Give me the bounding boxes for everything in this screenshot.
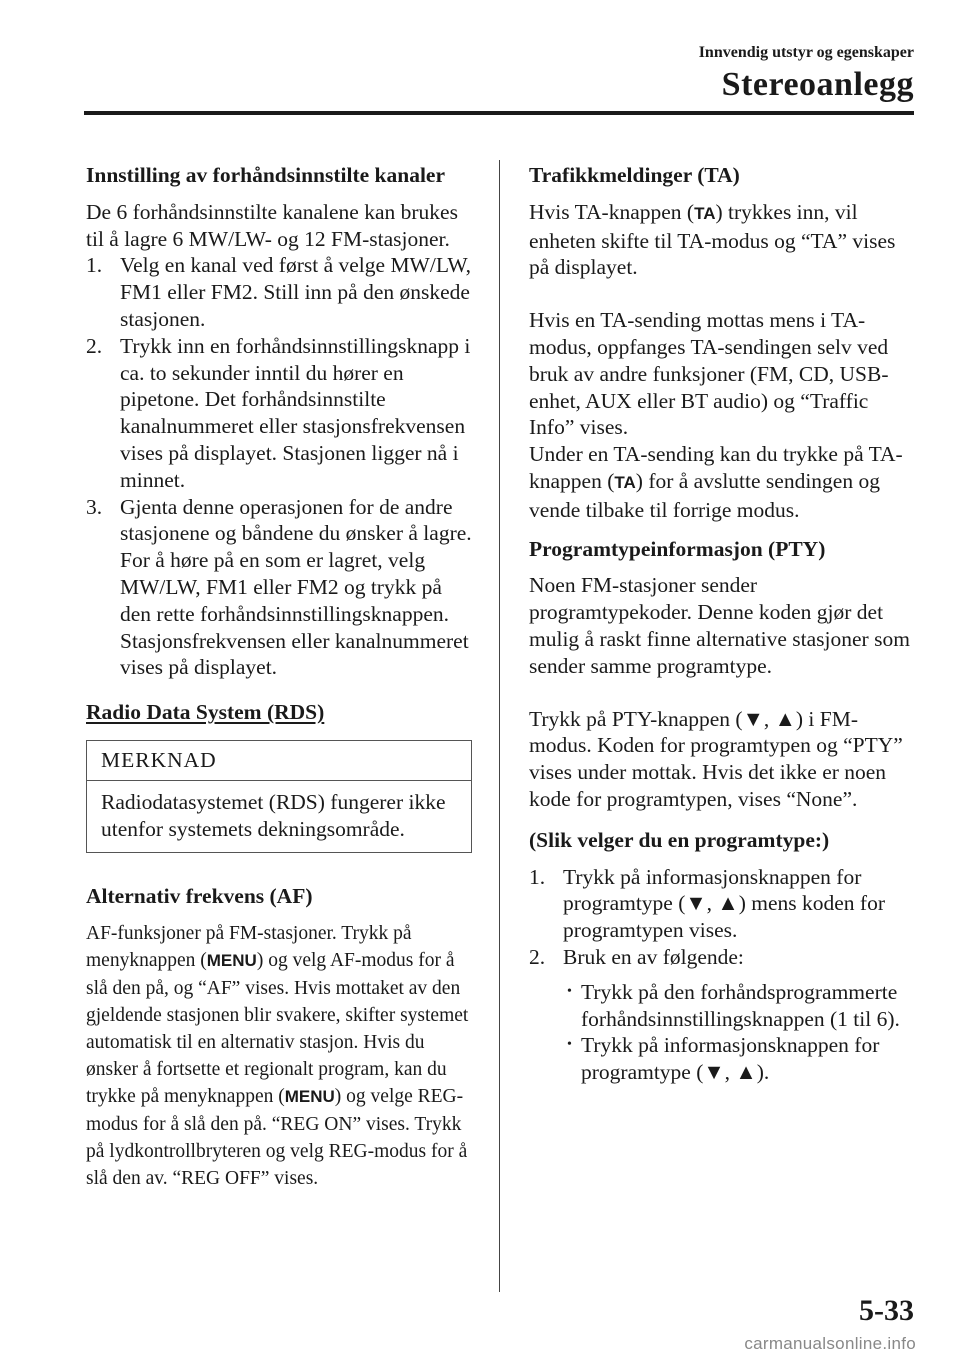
- ta-paragraph-1: [529, 199, 917, 281]
- ta-paragraph-3: [529, 441, 917, 523]
- list-item: [86, 333, 472, 494]
- pty-paragraph-1: Noen FM-stasjoner sender programtypekoder. Denne koden gjør det mulig å raskt finne alternative stasjoner som sender samme programtype.: [529, 573, 910, 678]
- heading-preset-channels: Innstilling av forhåndsinnstilte kanaler: [86, 163, 446, 187]
- ta-text-1a: Hvis TA-knappen (: [529, 199, 695, 224]
- header-rule: [84, 111, 914, 115]
- ta-text-3a: Under en TA-sending kan du trykke på TA-knappen (: [529, 442, 903, 493]
- bullet-text: Trykk på den forhåndsprogrammerte forhåndsinnstillingsknappen (1 til 6).: [581, 979, 900, 1031]
- page-title: Stereoanlegg: [721, 66, 914, 103]
- step-text: Trykk inn en forhåndsinnstillingsknapp i ca. to sekunder inntil du hører en pipetone. Det forhåndsinnstilte kanalnummeret eller stasjonsfrekvensen vises på displayet. Stasjonen ligger nå i minnet.: [120, 333, 471, 492]
- bullet-icon: •: [567, 1037, 572, 1053]
- column-divider: [499, 160, 500, 1292]
- preset-steps: [86, 252, 472, 681]
- intro-paragraph: De 6 forhåndsinnstilte kanalene kan brukes til å lagre 6 MW/LW- og 12 FM-stasjoner.: [86, 199, 458, 251]
- ta-button-label: TA: [694, 203, 716, 223]
- menu-button-label: MENU: [206, 951, 257, 971]
- pty-bullets: [529, 979, 917, 1086]
- step-number: 2.: [86, 333, 103, 358]
- af-text-3: ) og velge REG-modus for å slå den på. “REG ON” vises. Trykk på lydkontrollbryteren og velg REG-modus for å slå den av. “REG OFF” vises.: [86, 1086, 468, 1189]
- step-number: 1.: [529, 864, 546, 889]
- bullet-icon: •: [567, 983, 572, 999]
- af-text-1: AF-funksjoner på FM-stasjoner. Trykk på menyknappen (: [86, 923, 412, 972]
- list-item: [86, 494, 472, 682]
- step-text: Trykk på informasjonsknappen for programtype (▼, ▲) mens koden for programtypen vises.: [563, 864, 885, 943]
- af-text-2: ) og velg AF-modus for å slå den på, og “AF” vises. Hvis mottaket av den gjeldende stasjonen blir svakere, skifter systemet automatisk til en alternativ stasjon. Hvis du ønsker å fortsette et regionalt program, kan du trykke på menyknappen (: [86, 950, 469, 1108]
- note-heading: MERKNAD: [87, 741, 471, 781]
- section-label: Innvendig utstyr og egenskaper: [698, 44, 914, 61]
- step-text: Velg en kanal ved først å velge MW/LW, FM1 eller FM2. Still inn på den ønskede stasjonen.: [120, 253, 472, 331]
- step-number: 1.: [86, 253, 103, 278]
- note-box: [86, 740, 472, 853]
- ta-text-1b: ) trykkes inn, vil enheten skifte til TA-modus og “TA” vises på displayet.: [529, 199, 896, 280]
- heading-select-pty: (Slik velger du en programtype:): [529, 827, 830, 852]
- ta-button-label: TA: [614, 472, 636, 492]
- heading-ta: Trafikkmeldinger (TA): [529, 163, 740, 187]
- pty-steps: [529, 864, 917, 971]
- list-item: [567, 1032, 917, 1086]
- list-item: [86, 252, 472, 332]
- watermark: carmanualsonline.info: [744, 1334, 916, 1353]
- ta-text-3b: ) for å avslutte sendingen og vende tilbake til forrige modus.: [529, 468, 880, 522]
- menu-button-label: MENU: [284, 1087, 335, 1107]
- list-item: [529, 944, 917, 971]
- right-column: [529, 162, 917, 1086]
- step-number: 2.: [529, 944, 546, 969]
- heading-af: Alternativ frekvens (AF): [86, 884, 313, 909]
- list-item: [529, 864, 917, 944]
- ta-paragraph-2: Hvis en TA-sending mottas mens i TA-modus, oppfanges TA-sendingen selv ved bruk av andre funksjoner (FM, CD, USB-enhet, AUX eller BT audio) og “Traffic Info” vises.: [529, 308, 889, 440]
- heading-pty: Programtypeinformasjon (PTY): [529, 536, 826, 561]
- left-column: [86, 162, 472, 1192]
- heading-rds: Radio Data System (RDS): [86, 700, 325, 725]
- bullet-text: Trykk på informasjonsknappen for programtype (▼, ▲).: [581, 1033, 880, 1085]
- note-body: Radiodatasystemet (RDS) fungerer ikke utenfor systemets dekningsområde.: [101, 789, 446, 841]
- page-number: 5-33: [859, 1294, 914, 1327]
- step-text: Bruk en av følgende:: [563, 944, 744, 969]
- step-number: 3.: [86, 494, 103, 519]
- list-item: [567, 979, 917, 1033]
- af-paragraph: [86, 920, 472, 1192]
- pty-paragraph-2: Trykk på PTY-knappen (▼, ▲) i FM-modus. Koden for programtypen og “PTY” vises under mottak. Hvis det ikke er noen kode for programtypen, vises “None”.: [529, 706, 903, 811]
- step-text: Gjenta denne operasjonen for de andre stasjonene og båndene du ønsker å lagre. For å høre på en som er lagret, velg MW/LW, FM1 eller FM2 og trykk på den rette forhåndsinnstillingsknappen. Stasjonsfrekvensen eller kanalnummeret vises på displayet.: [120, 494, 472, 680]
